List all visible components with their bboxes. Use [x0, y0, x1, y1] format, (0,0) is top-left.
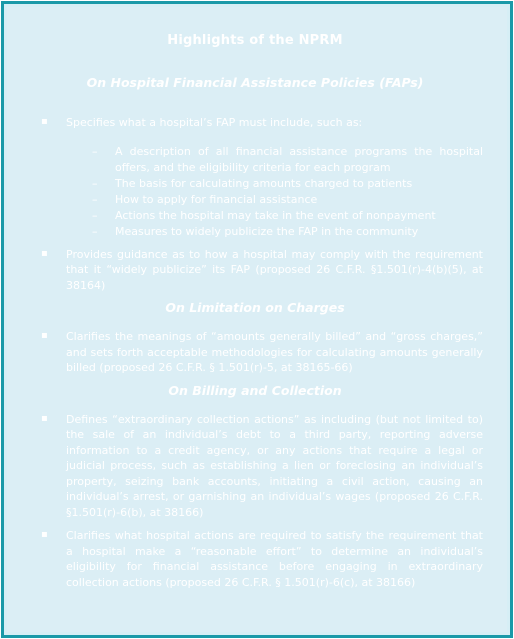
section-list-fap: [27, 115, 483, 293]
list-item: [27, 247, 483, 294]
bullet-icon: ▪: [41, 116, 48, 127]
list-item-text: Clarifies what hospital actions are required to satisfy the requirement that a hospital make a “reasonable effort” to determine an individual’s eligibility for financial assistance before engaging in extraordinary collection actions (proposed 26 C.F.R. § 1.501(r)-6(c), at 38166): [66, 529, 483, 589]
list-item: [27, 412, 483, 521]
section-heading-charges: On Limitation on Charges: [165, 300, 345, 315]
sub-list-item: [66, 192, 483, 208]
list-item-text: Clarifies the meanings of “amounts generally billed” and “gross charges,” and sets forth acceptable methodologies for calculating amounts generally billed (proposed 26 C.F.R. § 1.501(r)-5, at 38165-66): [66, 330, 483, 374]
box-title: Highlights of the NPRM: [167, 33, 343, 48]
sub-list-item: [66, 224, 483, 240]
bullet-icon: ▪: [41, 529, 48, 540]
sub-list-item: [66, 144, 483, 176]
sub-list-item-text: Actions the hospital may take in the event of nonpayment: [115, 208, 436, 222]
highlights-content: [7, 7, 507, 632]
sub-list-item: [66, 208, 483, 224]
list-item: [27, 528, 483, 590]
dash-icon: –: [92, 144, 98, 158]
sub-list-item-text: How to apply for financial assistance: [115, 192, 318, 206]
list-item-text: Provides guidance as to how a hospital may comply with the requirement that it “widely publicize” its FAP (proposed 26 C.F.R. §1.501(r)-4(b)(5), at 38164): [66, 247, 483, 292]
list-item-text: Defines “extraordinary collection actions” as including (but not limited to) the sale of an individual’s debt to a third party, reporting adverse information to a credit agency, or any actions that require a legal or judicial process, such as establishing a lien or foreclosing an individual’s property, seizing bank accounts, initiating a civil action, causing an individual’s arrest, or garnishing an individual’s wages (proposed 26 C.F.R. §1.501(r)-6(b), at 38166): [66, 412, 483, 519]
list-item: [27, 329, 483, 376]
highlights-box: [1, 1, 513, 638]
sub-list-item: [66, 176, 483, 192]
bullet-icon: ▪: [41, 247, 48, 259]
dash-icon: –: [92, 192, 98, 206]
sub-list-item-text: A description of all financial assistance programs the hospital offers, and the eligibility criteria for each program: [115, 144, 483, 174]
bullet-icon: ▪: [41, 412, 48, 424]
dash-icon: –: [92, 224, 98, 238]
list-item: [27, 115, 483, 240]
bullet-icon: ▪: [41, 330, 48, 341]
sub-list-item-text: Measures to widely publicize the FAP in the community: [115, 224, 419, 238]
section-list-billing: [27, 412, 483, 591]
dash-icon: –: [92, 208, 98, 222]
sub-list: [66, 144, 483, 240]
dash-icon: –: [92, 176, 98, 190]
section-heading-fap: On Hospital Financial Assistance Policies (FAPs): [86, 75, 424, 90]
spacer: [27, 520, 483, 528]
section-list-charges: [27, 329, 483, 376]
list-item-text: Specifies what a hospital’s FAP must include, such as:: [66, 116, 363, 129]
sub-list-item-text: The basis for calculating amounts charged to patients: [115, 176, 413, 190]
section-heading-billing: On Billing and Collection: [168, 382, 342, 398]
